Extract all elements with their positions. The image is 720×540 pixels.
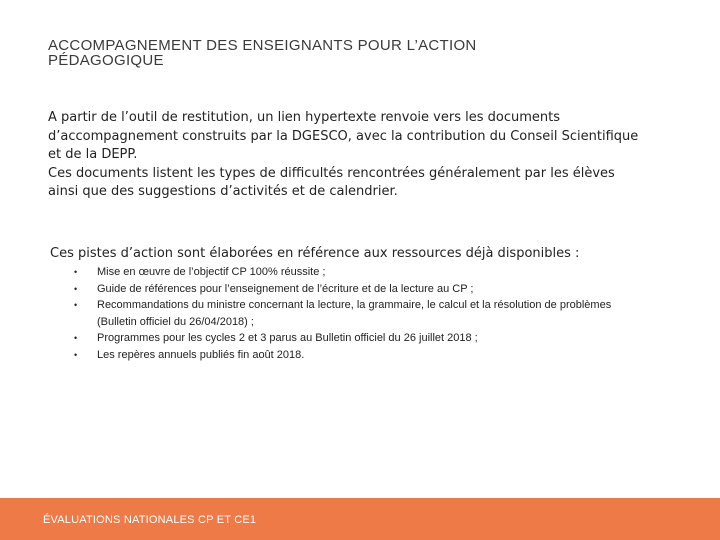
intro-line-3: et de la DEPP. [48, 147, 138, 163]
slide-title-line-1: ACCOMPAGNEMENT DES ENSEIGNANTS POUR L’ACTION [48, 37, 477, 54]
bullet-icon: • [74, 300, 78, 310]
list-item [74, 281, 634, 298]
list-item-text: Programmes pour les cycles 2 et 3 parus au Bulletin officiel du 26 juillet 2018 ; [97, 332, 478, 344]
bullet-icon: • [74, 333, 78, 343]
list-item [74, 297, 634, 330]
intro-line-2: d’accompagnement construits par la DGESCO, avec la contribution du Conseil Scientifique [48, 128, 639, 144]
resources-lead-sentence: Ces pistes d’action sont élaborées en référence aux ressources déjà disponibles : [50, 246, 580, 261]
list-item-text: Guide de références pour l’enseignement de l’écriture et de la lecture au CP ; [97, 282, 474, 295]
bullet-icon: • [74, 349, 78, 360]
list-item [74, 330, 634, 347]
intro-line-4: Ces documents listent les types de difficultés rencontrées généralement par les élèves [48, 165, 615, 181]
bullet-icon: • [74, 267, 78, 277]
list-item [74, 264, 634, 281]
list-item-text: Les repères annuels publiés fin août 2018. [97, 348, 305, 361]
footer-label: ÉVALUATIONS NATIONALES CP ET CE1 [43, 514, 257, 526]
intro-paragraph [48, 109, 648, 202]
list-item-text: Mise en œuvre de l’objectif CP 100% réussite ; [97, 266, 326, 278]
intro-line-1: A partir de l’outil de restitution, un lien hypertexte renvoie vers les documents [48, 110, 560, 125]
slide-title [48, 38, 648, 68]
list-item-text: Recommandations du ministre concernant la lecture, la grammaire, le calcul et la résolution de problèmes (Bulletin officiel du 26/04/2018) ; [97, 299, 612, 328]
list-item [74, 347, 634, 364]
slide-title-line-2: PÉDAGOGIQUE [48, 52, 164, 69]
intro-line-5: ainsi que des suggestions d’activités et de calendrier. [48, 184, 398, 200]
resources-list [74, 264, 634, 363]
bullet-icon: • [74, 283, 78, 294]
